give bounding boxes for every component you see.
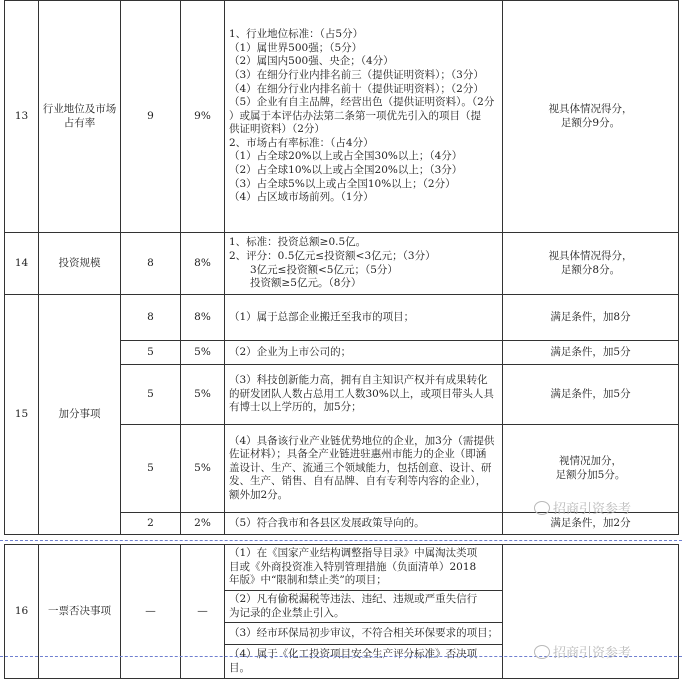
criteria-line: 有博士以上学历的，加5分； <box>229 401 362 414</box>
score-line: 视情况加分， <box>559 454 622 467</box>
criteria-line: 目或《外商投资准入特别管理措施（负面清单）2018 <box>229 560 477 573</box>
wechat-logo-icon <box>534 645 550 659</box>
criteria-line: （2）企业为上市公司的； <box>229 345 352 358</box>
criteria-line: 年版》中“限制和禁止类”的项目； <box>229 574 387 587</box>
table-row <box>5 1 679 233</box>
weight: 9% <box>181 1 225 233</box>
page-divider <box>0 540 682 541</box>
criteria-line: 为记录的企业禁止引入。 <box>229 606 345 619</box>
watermark <box>534 642 631 661</box>
criteria-cell <box>225 365 503 425</box>
watermark-text: 招商引资参考 <box>553 646 632 661</box>
criteria-cell <box>225 545 503 591</box>
points: 8 <box>121 295 181 341</box>
criteria-cell <box>225 591 503 623</box>
row-number: 14 <box>5 233 39 295</box>
criteria-line: 1、标准：投资总额≥0.5亿。 <box>229 236 367 249</box>
criteria-line: （5）企业有自主品牌，经营出色（提供证明资料）。（2分 <box>229 96 495 109</box>
points: 5 <box>121 365 181 425</box>
weight: — <box>181 545 225 679</box>
criteria-line: 目。 <box>229 661 250 674</box>
score-line: 视具体情况得分， <box>548 249 633 262</box>
weight: 5% <box>181 365 225 425</box>
criteria-line: 1、行业地位标准：（占5分） <box>229 28 364 41</box>
row-number: 15 <box>5 295 39 535</box>
points: 9 <box>121 1 181 233</box>
points: 5 <box>121 341 181 365</box>
score-line: 足额分加5分。 <box>555 468 626 481</box>
criteria-line: （1）属于总部企业搬迁至我市的项目； <box>229 310 415 323</box>
table-row <box>5 233 679 295</box>
points: 2 <box>121 513 181 535</box>
weight: 8% <box>181 233 225 295</box>
criteria-line: ）或属于本评估办法第二条第一项优先引入的项目（提 <box>229 109 481 122</box>
criteria-line: （1）在《国家产业结构调整指导目录》中属淘汰类项 <box>229 547 478 560</box>
weight: 8% <box>181 295 225 341</box>
criteria-line: 2、市场占有率标准：（占4分） <box>229 136 374 149</box>
criteria-cell <box>225 295 503 341</box>
score-rule <box>503 295 679 341</box>
criteria-cell <box>225 513 503 535</box>
watermark-text: 招商引资参考 <box>553 502 632 517</box>
item-name: 行业地位及市场占有率 <box>39 1 121 233</box>
criteria-line: （4）具备该行业产业链优势地位的企业，加3分（需提供 <box>229 434 495 447</box>
weight: 2% <box>181 513 225 535</box>
criteria-line: 投资额≥5亿元。（8分） <box>229 277 362 290</box>
score-line: 满足条件，加5分 <box>550 387 631 400</box>
points: 5 <box>121 425 181 513</box>
criteria-cell <box>225 645 503 679</box>
score-rule <box>503 365 679 425</box>
item-name: 投资规模 <box>39 233 121 295</box>
criteria-cell <box>225 425 503 513</box>
points: 8 <box>121 233 181 295</box>
score-line: 视具体情况得分， <box>548 102 633 115</box>
item-name: 加分事项 <box>39 295 121 535</box>
criteria-line: （2）属国内500强、央企；（4分） <box>229 55 394 68</box>
criteria-line: （2）凡有偷税漏税等违法、违纪、违规或严重失信行 <box>229 593 478 605</box>
score-rule <box>503 1 679 233</box>
score-line: 足额分9分。 <box>560 116 621 129</box>
wechat-logo-icon <box>534 501 550 515</box>
criteria-line: （3）经市环保局初步审议，不符合相关环保要求的项目； <box>229 626 499 639</box>
score-rule <box>503 233 679 295</box>
criteria-line: （3）在细分行业内排名前三（提供证明资料）；（3分） <box>229 68 484 81</box>
criteria-line: 盖设计、生产、流通三个领域能力，包括创意、设计、研 <box>229 461 492 474</box>
criteria-cell <box>225 341 503 365</box>
criteria-line: 佐证材料）；具备全产业链进驻惠州市能力的企业（即涵 <box>229 448 487 461</box>
criteria-line: （1）属世界500强；（5分） <box>229 41 363 54</box>
score-line: 足额分8分。 <box>560 263 621 276</box>
score-line: 满足条件，加8分 <box>550 310 631 323</box>
row-number: 13 <box>5 1 39 233</box>
row-number: 16 <box>5 545 39 679</box>
criteria-line: 3亿元≤投资额<5亿元；（5分） <box>229 263 398 276</box>
watermark <box>534 498 631 517</box>
points: — <box>121 545 181 679</box>
criteria-line: （3）占全球5%以上或占全国10%以上；（2分） <box>229 177 456 190</box>
criteria-line: （2）占全球10%以上或占全国20%以上；（3分） <box>229 164 463 177</box>
criteria-line: （1）占全球20%以上或占全国30%以上；（4分） <box>229 150 463 163</box>
criteria-cell <box>225 1 503 233</box>
score-rule <box>503 341 679 365</box>
criteria-line: （3）科技创新能力高，拥有自主知识产权并有成果转化 <box>229 374 488 387</box>
criteria-line: 供证明资料）（2分） <box>229 123 325 136</box>
criteria-line: （5）符合我市和各县区发展政策导向的。 <box>229 516 425 529</box>
item-name: 一票否决事项 <box>39 545 121 679</box>
criteria-line: 发、生产、销售、自有品牌、自有专利等内容的企业）， <box>229 475 487 488</box>
criteria-line: 的研发团队人数占总用工人数30%以上，或项目带头人具 <box>229 387 494 400</box>
scoring-table <box>4 0 679 535</box>
score-line: 满足条件，加2分 <box>550 516 631 529</box>
criteria-line: （4）在细分行业内排名前十（提供证明资料）；（2分） <box>229 82 484 95</box>
table-row <box>5 295 679 341</box>
score-line: 满足条件，加5分 <box>550 345 631 358</box>
criteria-cell <box>225 623 503 645</box>
criteria-line: 额外加2分。 <box>229 488 289 501</box>
criteria-line: （4）占区域市场前列。（1分） <box>229 191 374 204</box>
weight: 5% <box>181 425 225 513</box>
weight: 5% <box>181 341 225 365</box>
table-row <box>5 545 679 591</box>
criteria-line: 2、评分：0.5亿元≤投资额<3亿元；（3分） <box>229 249 436 262</box>
criteria-line: （4）属于《化工投资项目安全生产评分标准》否决项 <box>229 648 478 661</box>
criteria-cell <box>225 233 503 295</box>
